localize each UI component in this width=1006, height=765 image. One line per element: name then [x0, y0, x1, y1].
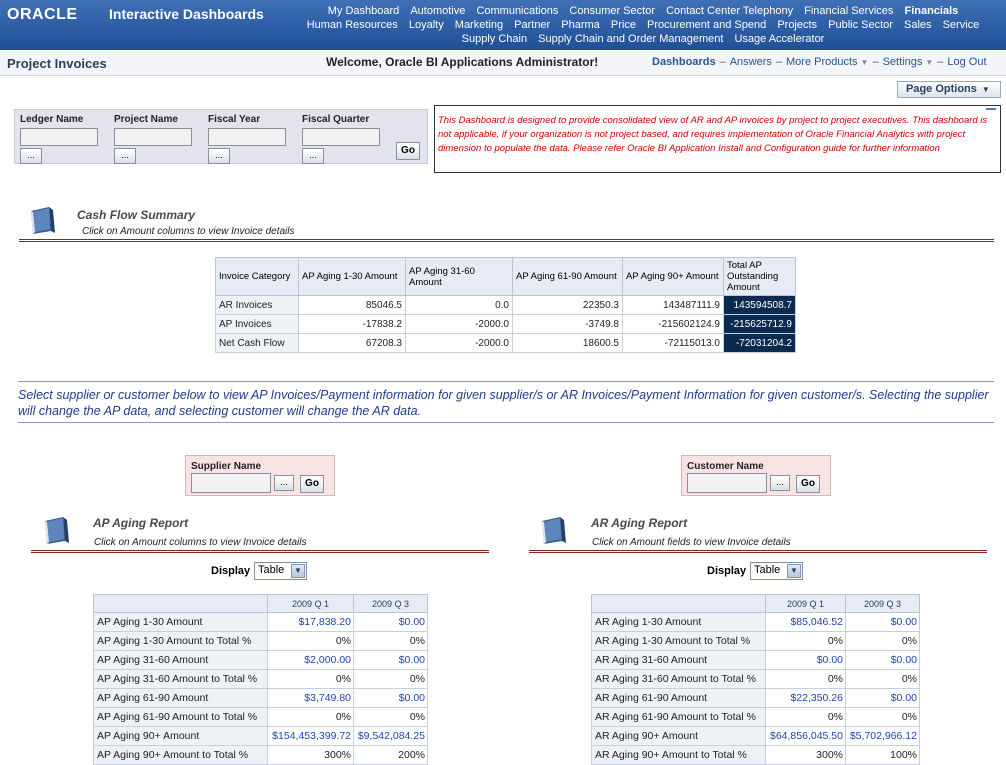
- instruction-text: Select supplier or customer below to view AP Invoices/Payment information for given supplier/s or AR Invoices/Payment Information for given customer/s. Selecting the supplier will change the AP data, and selecting customer will change the AR data.: [18, 388, 989, 418]
- table-row: [216, 296, 796, 315]
- ar-aging-title: AR Aging Report: [591, 516, 688, 530]
- ar-aging-subtitle: Click on Amount fields to view Invoice details: [592, 537, 791, 548]
- chevron-down-icon[interactable]: ▼: [291, 564, 305, 578]
- report-book-icon: [41, 515, 73, 545]
- table-row: [94, 632, 428, 651]
- amount-cell[interactable]: 18600.5: [513, 334, 623, 353]
- customer-browse-button[interactable]: ...: [770, 475, 790, 491]
- row-label: AP Aging 1-30 Amount to Total %: [94, 632, 268, 651]
- amount-link[interactable]: $64,856,045.50: [766, 727, 846, 746]
- fiscal-year-prompt: [208, 114, 261, 160]
- amount-cell[interactable]: 0.0: [406, 296, 513, 315]
- fiscal-quarter-input[interactable]: [302, 128, 380, 146]
- settings-link[interactable]: Settings: [882, 56, 923, 68]
- table-row: [592, 746, 920, 765]
- answers-link[interactable]: Answers: [729, 56, 772, 68]
- amount-cell[interactable]: -2000.0: [406, 315, 513, 334]
- fiscal-quarter-label: Fiscal Quarter: [302, 114, 370, 125]
- row-label: AP Aging 31-60 Amount to Total %: [94, 670, 268, 689]
- category-cell: AP Invoices: [216, 315, 299, 334]
- table-row: [94, 689, 428, 708]
- amount-link[interactable]: $0.00: [766, 651, 846, 670]
- ledger-browse-button[interactable]: ...: [20, 148, 42, 164]
- table-header-row: [592, 595, 920, 613]
- column-header: Invoice Category: [216, 258, 299, 296]
- report-book-icon: [538, 515, 570, 545]
- column-header: AP Aging 61-90 Amount: [513, 258, 623, 296]
- supplier-input[interactable]: [191, 473, 271, 493]
- column-header: 2009 Q 1: [268, 595, 354, 613]
- nav-item[interactable]: Financials: [904, 5, 959, 17]
- project-browse-button[interactable]: ...: [114, 148, 136, 164]
- dashboard-notice: [434, 105, 1001, 173]
- project-prompt: [114, 114, 178, 160]
- project-input[interactable]: [114, 128, 192, 146]
- more-products-link[interactable]: More Products: [786, 56, 858, 68]
- percent-cell: 100%: [846, 746, 920, 765]
- ar-aging-table: [591, 594, 920, 765]
- table-row: [592, 613, 920, 632]
- table-row: [94, 727, 428, 746]
- nav-item[interactable]: Public Sector: [828, 19, 893, 31]
- table-row: [94, 746, 428, 765]
- ledger-input[interactable]: [20, 128, 98, 146]
- ap-display-select[interactable]: [254, 562, 307, 580]
- amount-link[interactable]: $0.00: [354, 613, 428, 632]
- table-row: [592, 689, 920, 708]
- display-label: Display: [707, 565, 747, 577]
- total-cell[interactable]: -215625712.9: [724, 315, 796, 334]
- nav-item[interactable]: Sales: [904, 19, 932, 31]
- percent-cell: 0%: [846, 708, 920, 727]
- section-divider: [18, 422, 994, 423]
- minimize-icon[interactable]: [986, 108, 996, 110]
- row-label: AR Aging 90+ Amount to Total %: [592, 746, 766, 765]
- row-label: AR Aging 61-90 Amount to Total %: [592, 708, 766, 727]
- percent-cell: 300%: [268, 746, 354, 765]
- row-label: AP Aging 1-30 Amount: [94, 613, 268, 632]
- nav-item[interactable]: Service: [942, 19, 980, 31]
- chevron-down-icon[interactable]: ▼: [860, 58, 869, 67]
- project-label: Project Name: [114, 114, 178, 125]
- amount-cell[interactable]: -72115013.0: [623, 334, 724, 353]
- table-row: [94, 651, 428, 670]
- percent-cell: 0%: [766, 632, 846, 651]
- row-label: AR Aging 1-30 Amount: [592, 613, 766, 632]
- percent-cell: 0%: [846, 670, 920, 689]
- nav-item[interactable]: Contact Center Telephony: [666, 5, 794, 17]
- amount-link[interactable]: $154,453,399.72: [268, 727, 354, 746]
- nav-item[interactable]: Pharma: [561, 19, 600, 31]
- percent-cell: 0%: [354, 632, 428, 651]
- amount-cell[interactable]: 67208.3: [299, 334, 406, 353]
- dashboard-prompt: [14, 109, 428, 164]
- table-row: [592, 708, 920, 727]
- page-options-button[interactable]: [897, 81, 1001, 98]
- top-banner: [0, 0, 1006, 50]
- table-row: [592, 651, 920, 670]
- nav-item[interactable]: Usage Accelerator: [734, 33, 825, 45]
- row-label: AP Aging 61-90 Amount: [94, 689, 268, 708]
- cash-flow-table: [215, 257, 796, 353]
- customer-prompt: [681, 455, 831, 496]
- nav-item[interactable]: My Dashboard: [327, 5, 400, 17]
- percent-cell: 0%: [846, 632, 920, 651]
- dashboards-link[interactable]: Dashboards: [652, 56, 716, 68]
- notice-text: This Dashboard is designed to provide consolidated view of AR and AP invoices by project to project executives. This dashboard is not applicable, if your organization is not project based, and requires implementation of Oracle Financial Analytics with project dimension to populate the data. Please refer Oracle BI Application Install and Configuration guide for further information: [438, 115, 988, 154]
- total-cell[interactable]: 143594508.7: [724, 296, 796, 315]
- column-header: [94, 595, 268, 613]
- amount-link[interactable]: $0.00: [846, 651, 920, 670]
- column-header: 2009 Q 1: [766, 595, 846, 613]
- page-options-label: Page Options: [906, 83, 977, 95]
- section-divider: [529, 550, 987, 553]
- percent-cell: 0%: [268, 632, 354, 651]
- fiscal-year-browse-button[interactable]: ...: [208, 148, 230, 164]
- percent-cell: 0%: [766, 670, 846, 689]
- go-button[interactable]: Go: [396, 142, 420, 160]
- amount-link[interactable]: $2,000.00: [268, 651, 354, 670]
- customer-input[interactable]: [687, 473, 767, 493]
- row-label: AP Aging 90+ Amount to Total %: [94, 746, 268, 765]
- table-row: [216, 334, 796, 353]
- percent-cell: 0%: [268, 670, 354, 689]
- table-header-row: [216, 258, 796, 296]
- amount-link[interactable]: $0.00: [354, 651, 428, 670]
- ledger-label: Ledger Name: [20, 114, 84, 125]
- display-label: Display: [211, 565, 251, 577]
- column-header: AP Aging 1-30 Amount: [299, 258, 406, 296]
- display-value: Table: [258, 564, 285, 576]
- total-cell[interactable]: -72031204.2: [724, 334, 796, 353]
- table-row: [94, 670, 428, 689]
- fiscal-year-label: Fiscal Year: [208, 114, 261, 125]
- percent-cell: 300%: [766, 746, 846, 765]
- amount-link[interactable]: $5,702,966.12: [846, 727, 920, 746]
- amount-cell[interactable]: 143487111.9: [623, 296, 724, 315]
- nav-item[interactable]: Partner: [514, 19, 551, 31]
- nav-item[interactable]: Procurement and Spend: [647, 19, 767, 31]
- amount-cell[interactable]: 22350.3: [513, 296, 623, 315]
- amount-link[interactable]: $22,350.26: [766, 689, 846, 708]
- table-row: [94, 613, 428, 632]
- row-label: AP Aging 90+ Amount: [94, 727, 268, 746]
- category-cell: Net Cash Flow: [216, 334, 299, 353]
- section-divider: [31, 550, 489, 553]
- nav-item[interactable]: Consumer Sector: [569, 5, 656, 17]
- fiscal-quarter-browse-button[interactable]: ...: [302, 148, 324, 164]
- chevron-down-icon[interactable]: ▼: [787, 564, 801, 578]
- row-label: AP Aging 31-60 Amount: [94, 651, 268, 670]
- amount-link[interactable]: $0.00: [846, 689, 920, 708]
- cash-flow-subtitle: Click on Amount columns to view Invoice details: [82, 226, 295, 237]
- ledger-prompt: [20, 114, 84, 160]
- dashboard-nav: [282, 4, 1004, 46]
- amount-cell[interactable]: -2000.0: [406, 334, 513, 353]
- page-title: Project Invoices: [7, 56, 107, 71]
- supplier-browse-button[interactable]: ...: [274, 475, 294, 491]
- app-title: Interactive Dashboards: [109, 6, 264, 22]
- customer-label: Customer Name: [687, 461, 764, 472]
- nav-item[interactable]: Projects: [777, 19, 818, 31]
- nav-item[interactable]: Automotive: [410, 5, 466, 17]
- column-header: [592, 595, 766, 613]
- amount-link[interactable]: $0.00: [354, 689, 428, 708]
- nav-item[interactable]: Supply Chain: [461, 33, 528, 45]
- nav-item[interactable]: Marketing: [454, 19, 504, 31]
- percent-cell: 0%: [354, 708, 428, 727]
- welcome-message: Welcome, Oracle BI Applications Administrator!: [326, 55, 599, 69]
- global-links: Dashboards – Answers – More Products ▼ – Settings ▼ – Log Out: [652, 56, 987, 68]
- column-header: 2009 Q 3: [846, 595, 920, 613]
- ap-aging-title: AP Aging Report: [93, 516, 189, 530]
- supplier-go-button[interactable]: Go: [300, 475, 324, 493]
- nav-item[interactable]: Price: [610, 19, 636, 31]
- percent-cell: 0%: [268, 708, 354, 727]
- table-header-row: [94, 595, 428, 613]
- fiscal-year-input[interactable]: [208, 128, 286, 146]
- amount-link[interactable]: $3,749.80: [268, 689, 354, 708]
- nav-item[interactable]: Loyalty: [408, 19, 444, 31]
- section-divider: [19, 239, 994, 242]
- fiscal-quarter-prompt: [302, 114, 370, 160]
- nav-item[interactable]: Human Resources: [306, 19, 398, 31]
- table-row: [592, 632, 920, 651]
- customer-go-button[interactable]: Go: [796, 475, 820, 493]
- amount-cell[interactable]: -215602124.9: [623, 315, 724, 334]
- percent-cell: 0%: [766, 708, 846, 727]
- amount-link[interactable]: $17,838.20: [268, 613, 354, 632]
- amount-link[interactable]: $85,046.52: [766, 613, 846, 632]
- table-row: [216, 315, 796, 334]
- amount-link[interactable]: $9,542,084.25: [354, 727, 428, 746]
- section-divider: [18, 381, 994, 382]
- row-label: AR Aging 31-60 Amount to Total %: [592, 670, 766, 689]
- table-row: [592, 670, 920, 689]
- category-cell: AR Invoices: [216, 296, 299, 315]
- percent-cell: 0%: [354, 670, 428, 689]
- column-header: 2009 Q 3: [354, 595, 428, 613]
- cash-flow-title: Cash Flow Summary: [77, 208, 196, 222]
- supplier-prompt: [185, 455, 335, 496]
- row-label: AP Aging 61-90 Amount to Total %: [94, 708, 268, 727]
- table-row: [94, 708, 428, 727]
- nav-item[interactable]: Financial Services: [804, 5, 894, 17]
- oracle-logo: ORACLE: [7, 6, 78, 23]
- row-label: AR Aging 90+ Amount: [592, 727, 766, 746]
- column-header: Total AP Outstanding Amount: [724, 258, 796, 296]
- ar-display-select[interactable]: [750, 562, 803, 580]
- supplier-label: Supplier Name: [191, 461, 262, 472]
- amount-cell[interactable]: -3749.8: [513, 315, 623, 334]
- ap-aging-subtitle: Click on Amount columns to view Invoice details: [94, 537, 307, 548]
- row-label: AR Aging 61-90 Amount: [592, 689, 766, 708]
- chevron-down-icon: ▼: [981, 85, 990, 94]
- ap-aging-table: [93, 594, 428, 765]
- amount-link[interactable]: $0.00: [846, 613, 920, 632]
- row-label: AR Aging 1-30 Amount to Total %: [592, 632, 766, 651]
- column-header: AP Aging 31-60 Amount: [406, 258, 513, 296]
- row-label: AR Aging 31-60 Amount: [592, 651, 766, 670]
- logout-link[interactable]: Log Out: [947, 56, 987, 68]
- amount-cell[interactable]: -17838.2: [299, 315, 406, 334]
- report-book-icon: [27, 205, 59, 235]
- table-row: [592, 727, 920, 746]
- column-header: AP Aging 90+ Amount: [623, 258, 724, 296]
- nav-item[interactable]: Supply Chain and Order Management: [538, 33, 724, 45]
- display-value: Table: [754, 564, 781, 576]
- page-header: [0, 50, 1006, 76]
- nav-item[interactable]: Communications: [476, 5, 559, 17]
- percent-cell: 200%: [354, 746, 428, 765]
- amount-cell[interactable]: 85046.5: [299, 296, 406, 315]
- chevron-down-icon[interactable]: ▼: [925, 58, 934, 67]
